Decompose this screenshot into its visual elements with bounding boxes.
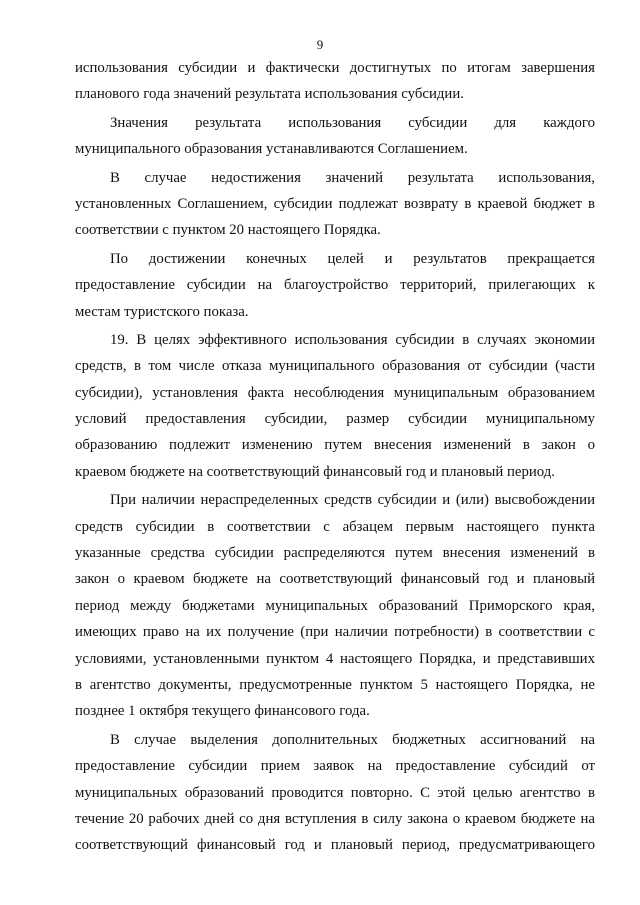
text-line: указанные средства субсидии распределяются путем внесения изменений в — [75, 545, 595, 562]
text-line: закон о краевом бюджете на соответствующий финансовый год и плановый — [75, 571, 595, 588]
text-line: позднее 1 октября текущего финансового года. — [75, 703, 370, 720]
text-line: условиями, установленными пунктом 4 настоящего Порядка, и представивших — [75, 650, 595, 667]
text-line: муниципального образования устанавливаются Соглашением. — [75, 141, 468, 158]
text-line: имеющих право на их получение (при наличии потребности) в соответствии с — [75, 624, 595, 641]
text-line: Значения результата использования субсидии для каждого — [110, 114, 595, 131]
text-line: предоставление субсидии на благоустройство территорий, прилегающих к — [75, 277, 595, 294]
text-line: При наличии нераспределенных средств субсидии и (или) высвобождении — [110, 492, 595, 509]
text-line: в агентство документы, предусмотренные пунктом 5 настоящего Порядка, не — [75, 676, 595, 693]
text-line: предоставление субсидии прием заявок на предоставление субсидий от — [75, 758, 595, 775]
text-line: местам туристского показа. — [75, 303, 249, 320]
text-line: условий предоставления субсидии, размер субсидии муниципальному — [75, 411, 595, 428]
text-line: соответствующий финансовый год и плановый период, предусматривающего — [75, 837, 595, 854]
text-line: муниципальных образований проводится повторно. С этой целью агентство в — [75, 784, 595, 801]
text-line: 19. В целях эффективного использования субсидии в случаях экономии — [110, 331, 595, 348]
text-line: период между бюджетами муниципальных образований Приморского края, — [75, 597, 595, 614]
text-line: установленных Соглашением, субсидии подлежат возврату в краевой бюджет в — [75, 195, 595, 212]
text-line: соответствии с пунктом 20 настоящего Порядка. — [75, 222, 381, 239]
text-line: По достижении конечных целей и результатов прекращается — [110, 250, 595, 267]
text-line: средств субсидии в соответствии с абзацем первым настоящего пункта — [75, 518, 595, 535]
page-number: 9 — [316, 37, 324, 52]
text-line: течение 20 рабочих дней со дня вступления в силу закона о краевом бюджете на — [75, 810, 595, 827]
text-line: субсидии), установления факта несоблюдения муниципальным образованием — [75, 384, 595, 401]
text-line: краевом бюджете на соответствующий финансовый год и плановый период. — [75, 463, 555, 480]
text-line: использования субсидии и фактически достигнутых по итогам завершения — [75, 60, 595, 76]
text-line: образованию подлежит изменению путем внесения изменений в закон о — [75, 437, 595, 454]
text-line: средств, в том числе отказа муниципального образования от субсидии (части — [75, 358, 595, 375]
text-line: В случае выделения дополнительных бюджетных ассигнований на — [110, 731, 595, 748]
text-line: В случае недостижения значений результата использования, — [110, 169, 595, 186]
text-line: планового года значений результата использования субсидии. — [75, 86, 464, 103]
document-body — [75, 55, 595, 859]
